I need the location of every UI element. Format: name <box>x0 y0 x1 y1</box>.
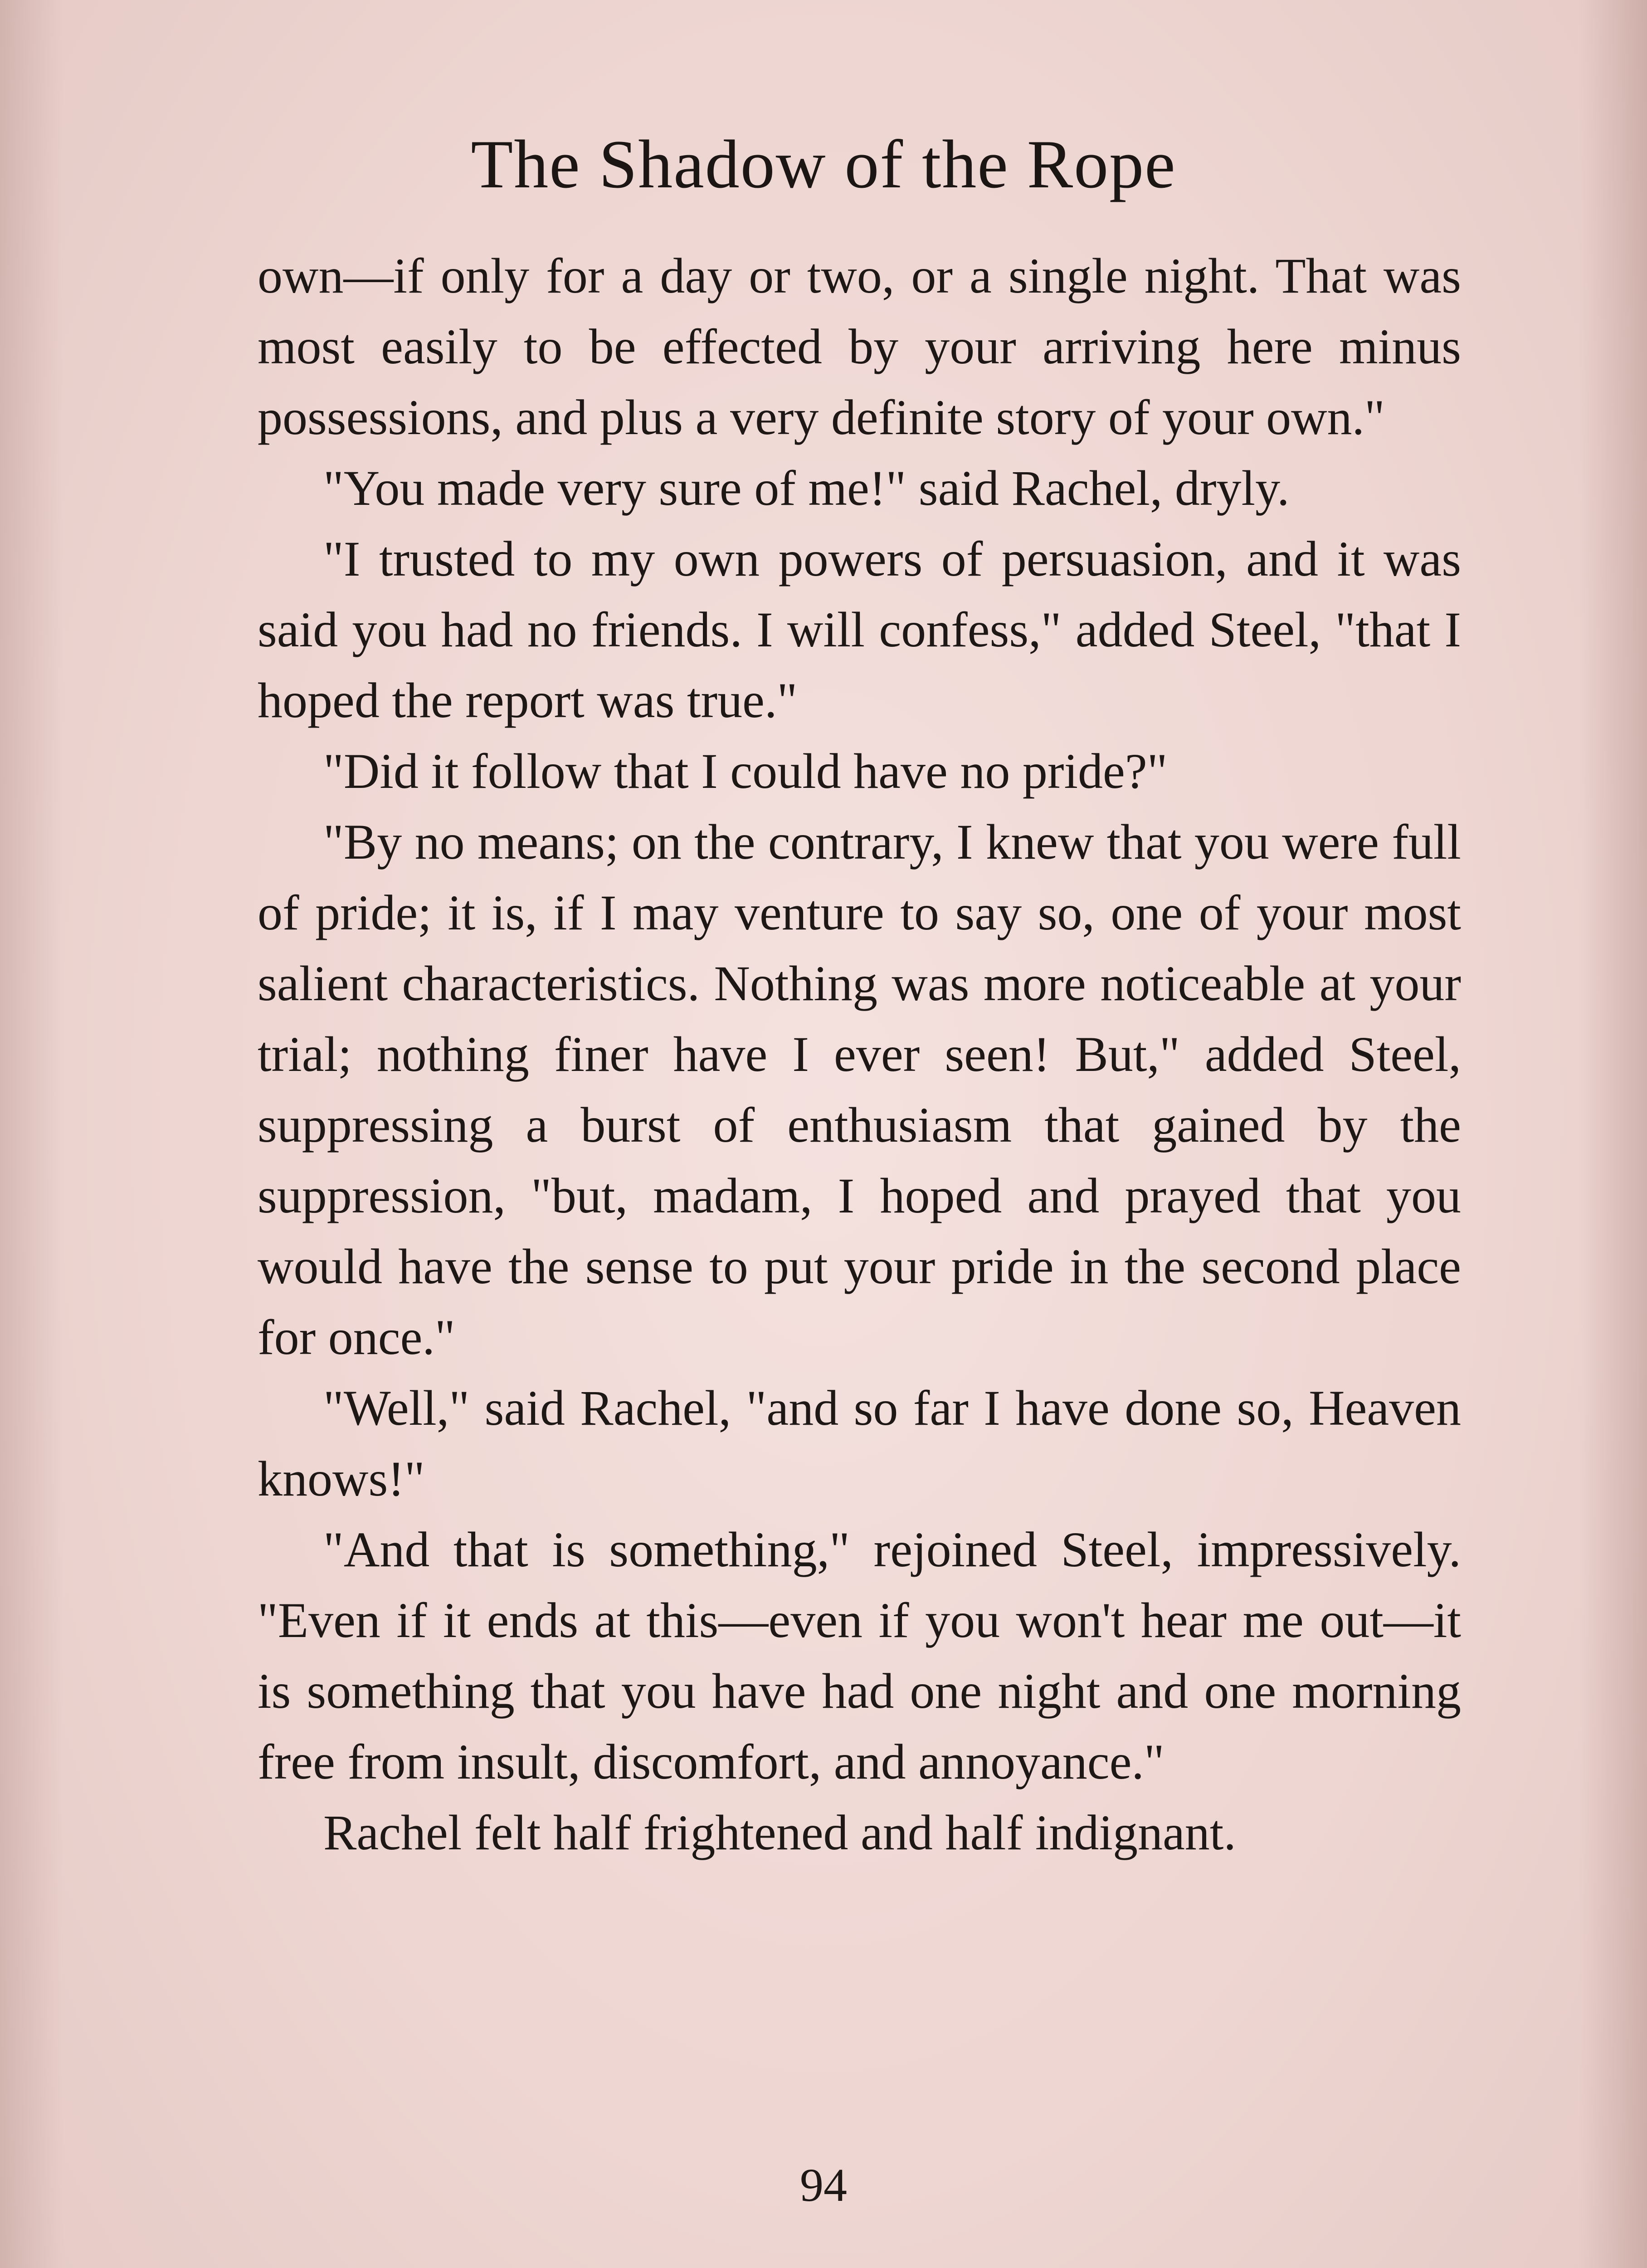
paragraph-5: "By no means; on the contrary, I knew that you were full of pride; it is, if I may venture to say so, one of your most salient characteristics. Nothing was more noticeable at your trial; nothing finer have I ever seen! But," added Steel, suppressing a burst of enthusiasm that gained by the suppression, "but, madam, I hoped and prayed that you would have the sense to put your pride in the second place for once." <box>258 814 1461 1365</box>
paragraph-3: "I trusted to my own powers of persuasion, and it was said you had no friends. I will confess," added Steel, "that I hoped the report was true." <box>258 531 1461 728</box>
paragraph-7: "And that is something," rejoined Steel, impressively. "Even if it ends at this—even if you won't hear me out—it is something that you have had one night and one morning free from insult, discomfort, and annoyance." <box>258 1522 1461 1789</box>
paragraph-2: "You made very sure of me!" said Rachel, dryly. <box>323 460 1290 516</box>
page-shadow-left <box>0 0 63 2268</box>
body-text <box>258 240 1461 1868</box>
paragraph-6: "Well," said Rachel, "and so far I have done so, Heaven knows!" <box>258 1380 1461 1506</box>
page-shadow-right <box>1579 0 1647 2268</box>
paragraph-8: Rachel felt half frightened and half indignant. <box>323 1805 1236 1860</box>
page-number: 94 <box>800 2159 847 2211</box>
paragraph-4: "Did it follow that I could have no pride?" <box>323 743 1168 799</box>
paragraph-1: own—if only for a day or two, or a single night. That was most easily to be effected by your arriving here minus possessions, and plus a very definite story of your own." <box>258 248 1461 445</box>
running-head: The Shadow of the Rope <box>471 126 1176 202</box>
